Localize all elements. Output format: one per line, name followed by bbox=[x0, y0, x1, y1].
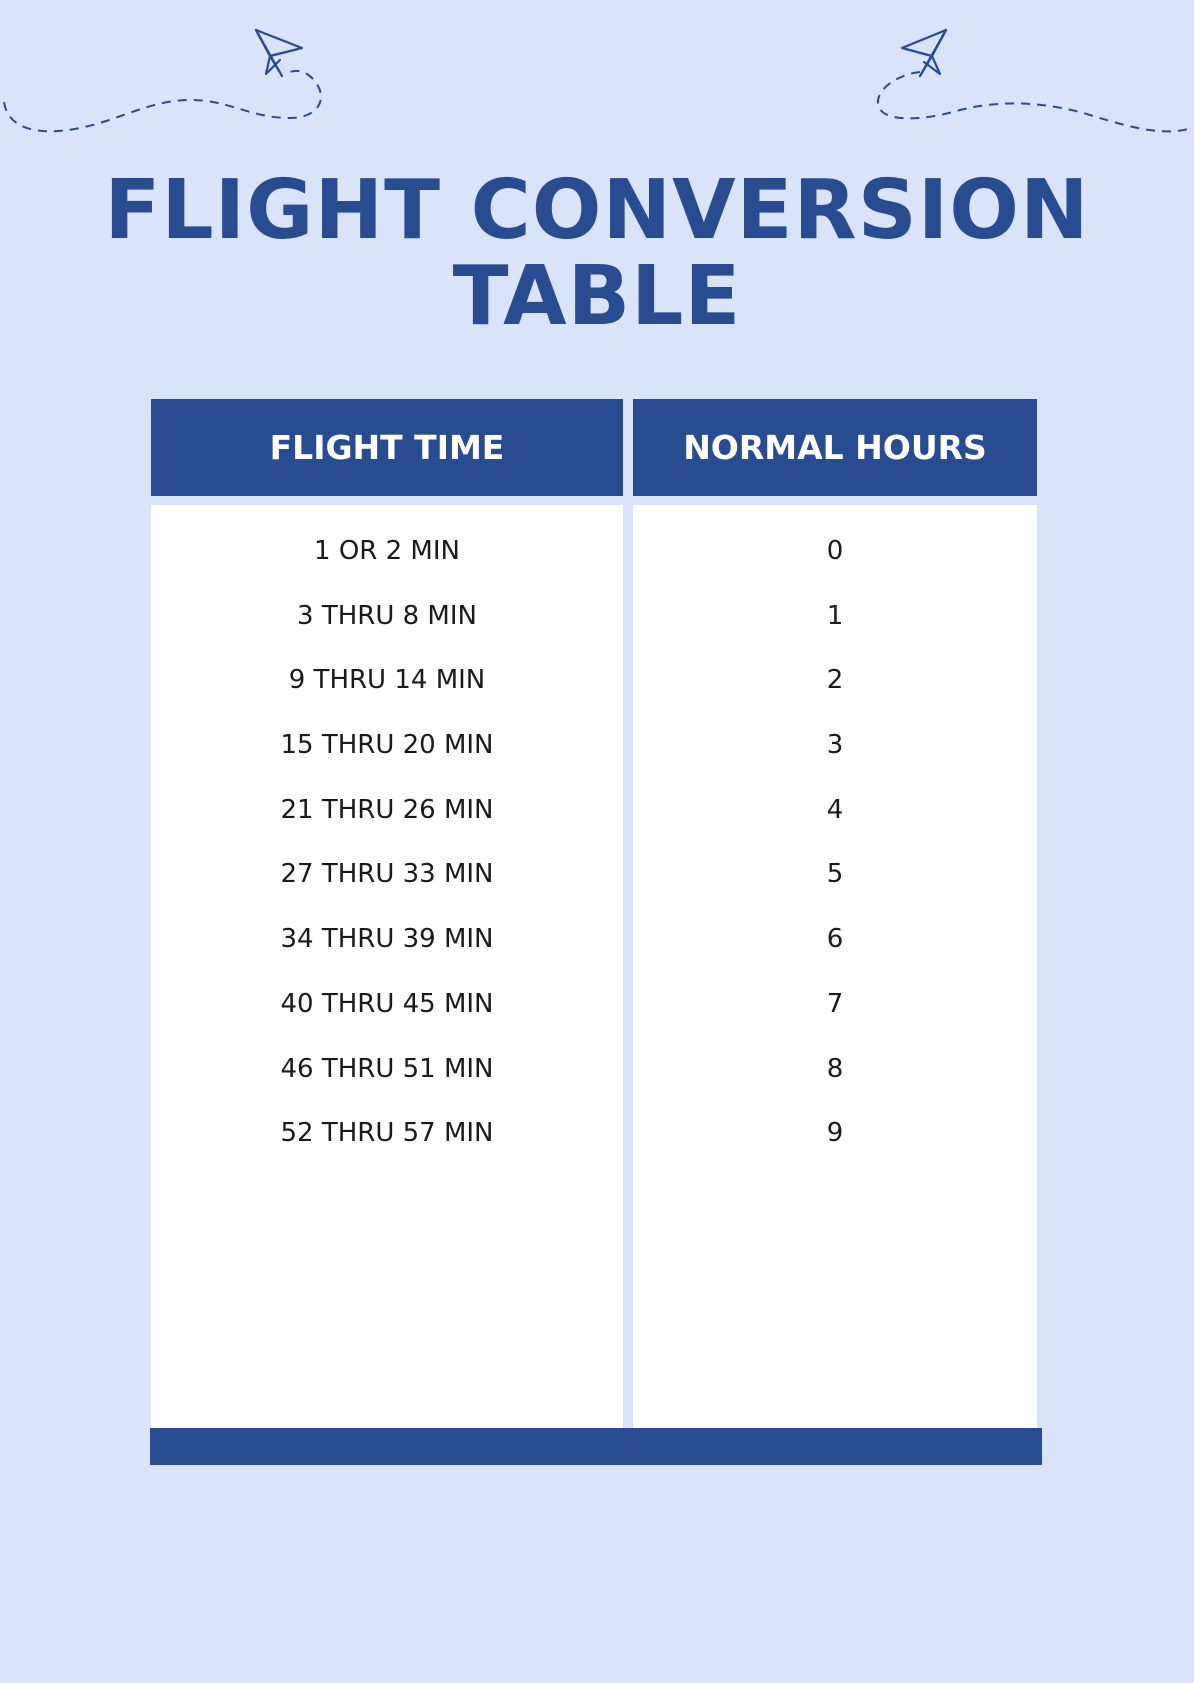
flight-time-cell: 1 OR 2 MIN bbox=[314, 536, 460, 566]
normal-hours-column bbox=[633, 505, 1037, 1428]
flight-time-cell: 27 THRU 33 MIN bbox=[280, 859, 494, 890]
flight-time-cell: 40 THRU 45 MIN bbox=[280, 988, 494, 1019]
table-footer-bar bbox=[150, 1428, 1042, 1465]
normal-hours-cell: 0 bbox=[826, 536, 844, 566]
flight-time-cell: 46 THRU 51 MIN bbox=[280, 1053, 494, 1084]
flight-time-list bbox=[151, 519, 623, 1166]
normal-hours-cell: 3 bbox=[826, 730, 844, 761]
normal-hours-list bbox=[633, 519, 1037, 1166]
header-flight-time bbox=[151, 399, 623, 496]
flight-path-right bbox=[878, 72, 1192, 131]
flight-time-cell: 15 THRU 20 MIN bbox=[280, 730, 494, 761]
normal-hours-cell: 7 bbox=[826, 988, 844, 1019]
normal-hours-cell: 4 bbox=[826, 794, 844, 825]
header-normal-hours bbox=[633, 399, 1037, 496]
flight-time-cell: 52 THRU 57 MIN bbox=[280, 1118, 494, 1149]
normal-hours-cell: 8 bbox=[826, 1053, 844, 1084]
flight-time-cell: 21 THRU 26 MIN bbox=[280, 794, 494, 825]
normal-hours-cell: 1 bbox=[826, 600, 844, 631]
normal-hours-cell: 2 bbox=[826, 665, 844, 696]
normal-hours-cell: 9 bbox=[826, 1118, 844, 1149]
normal-hours-cell: 6 bbox=[826, 924, 844, 955]
flight-path-left bbox=[4, 71, 321, 131]
flight-time-column bbox=[151, 505, 623, 1428]
header-decoration bbox=[0, 0, 1194, 160]
header-normal-hours-label: NORMAL HOURS bbox=[683, 428, 987, 467]
flight-time-cell: 3 THRU 8 MIN bbox=[297, 600, 477, 631]
paper-plane-icon bbox=[256, 30, 302, 76]
paper-plane-icon bbox=[902, 30, 946, 76]
title-line-2: TABLE bbox=[452, 249, 742, 344]
page-title bbox=[0, 163, 1194, 344]
flight-time-cell: 9 THRU 14 MIN bbox=[288, 665, 486, 696]
title-line-1: FLIGHT CONVERSION bbox=[104, 163, 1090, 258]
flight-time-cell: 34 THRU 39 MIN bbox=[280, 924, 494, 955]
normal-hours-cell: 5 bbox=[826, 859, 844, 890]
header-flight-time-label: FLIGHT TIME bbox=[269, 428, 505, 467]
